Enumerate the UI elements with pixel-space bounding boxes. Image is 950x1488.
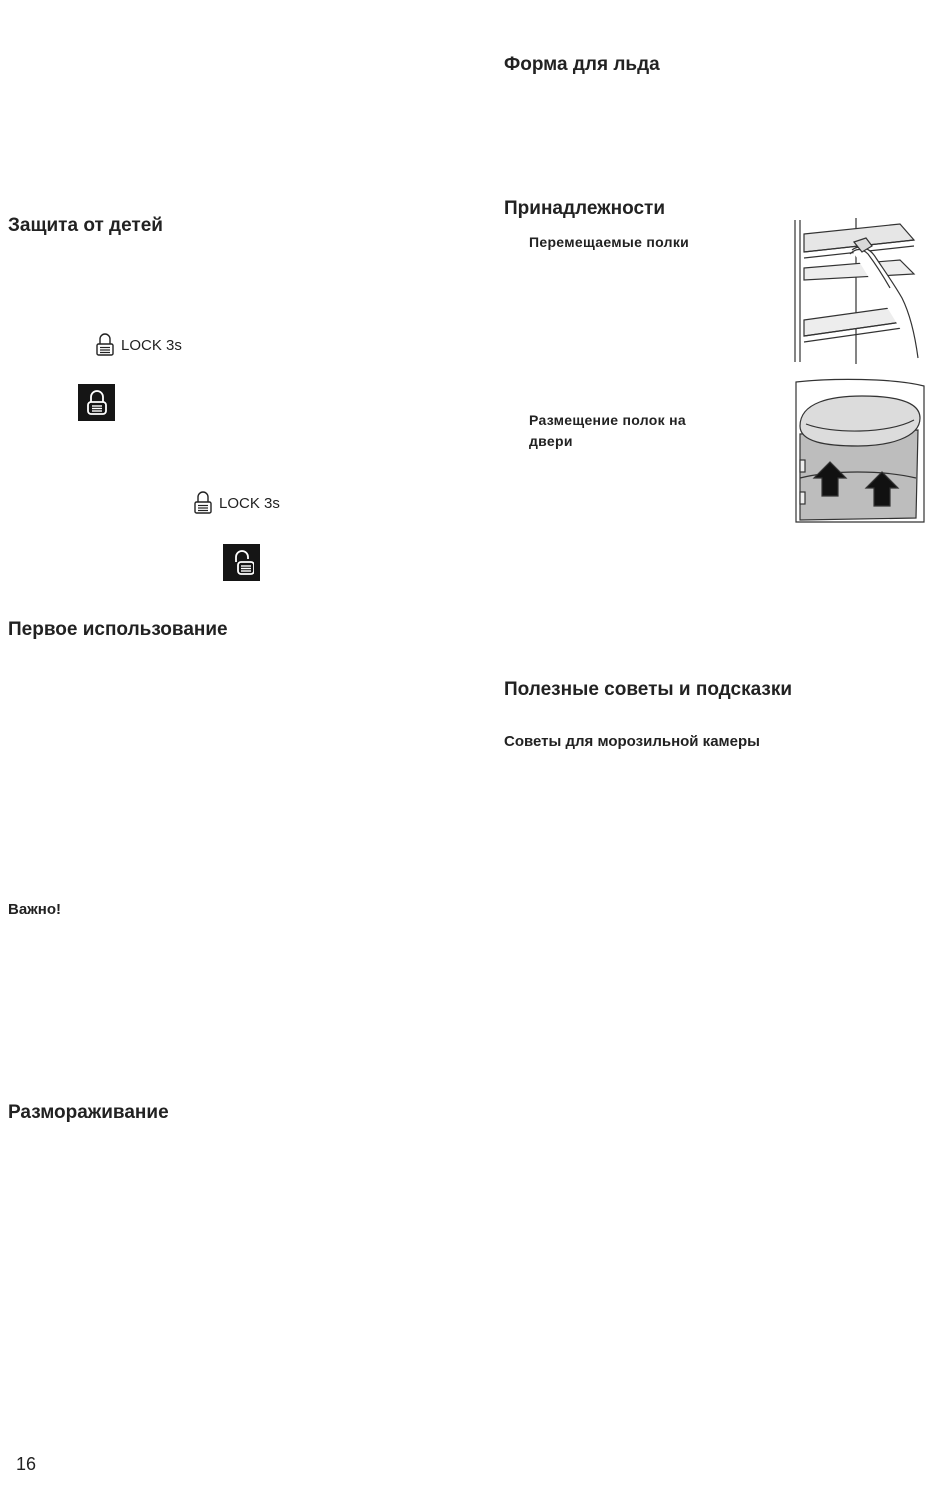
lock-hint-2 (193, 491, 280, 515)
movable-shelves-illustration (790, 218, 920, 364)
page-number: 16 (16, 1454, 37, 1474)
ice-tray-heading: Форма для льда (504, 54, 660, 75)
freezer-tips-heading: Советы для морозильной камеры (504, 733, 760, 750)
lock-label-1: LOCK 3s (121, 336, 182, 354)
lock-outline-icon (95, 333, 115, 357)
door-shelves-label: Размещение полок на двери (529, 412, 686, 449)
lock-label-2: LOCK 3s (219, 494, 280, 512)
unlocked-icon (223, 544, 260, 581)
locked-icon (78, 384, 115, 421)
first-use-heading: Первое использование (8, 619, 228, 640)
movable-shelves-label: Перемещаемые полки (529, 234, 690, 250)
child-lock-heading: Защита от детей (8, 215, 163, 236)
door-shelves-illustration (792, 378, 930, 524)
important-label: Важно! (8, 901, 62, 918)
defrost-heading: Размораживание (8, 1102, 169, 1123)
tips-heading: Полезные советы и подсказки (504, 679, 793, 700)
lock-hint-1 (95, 333, 182, 357)
lock-outline-icon (193, 491, 213, 515)
accessories-heading: Принадлежности (504, 198, 666, 219)
